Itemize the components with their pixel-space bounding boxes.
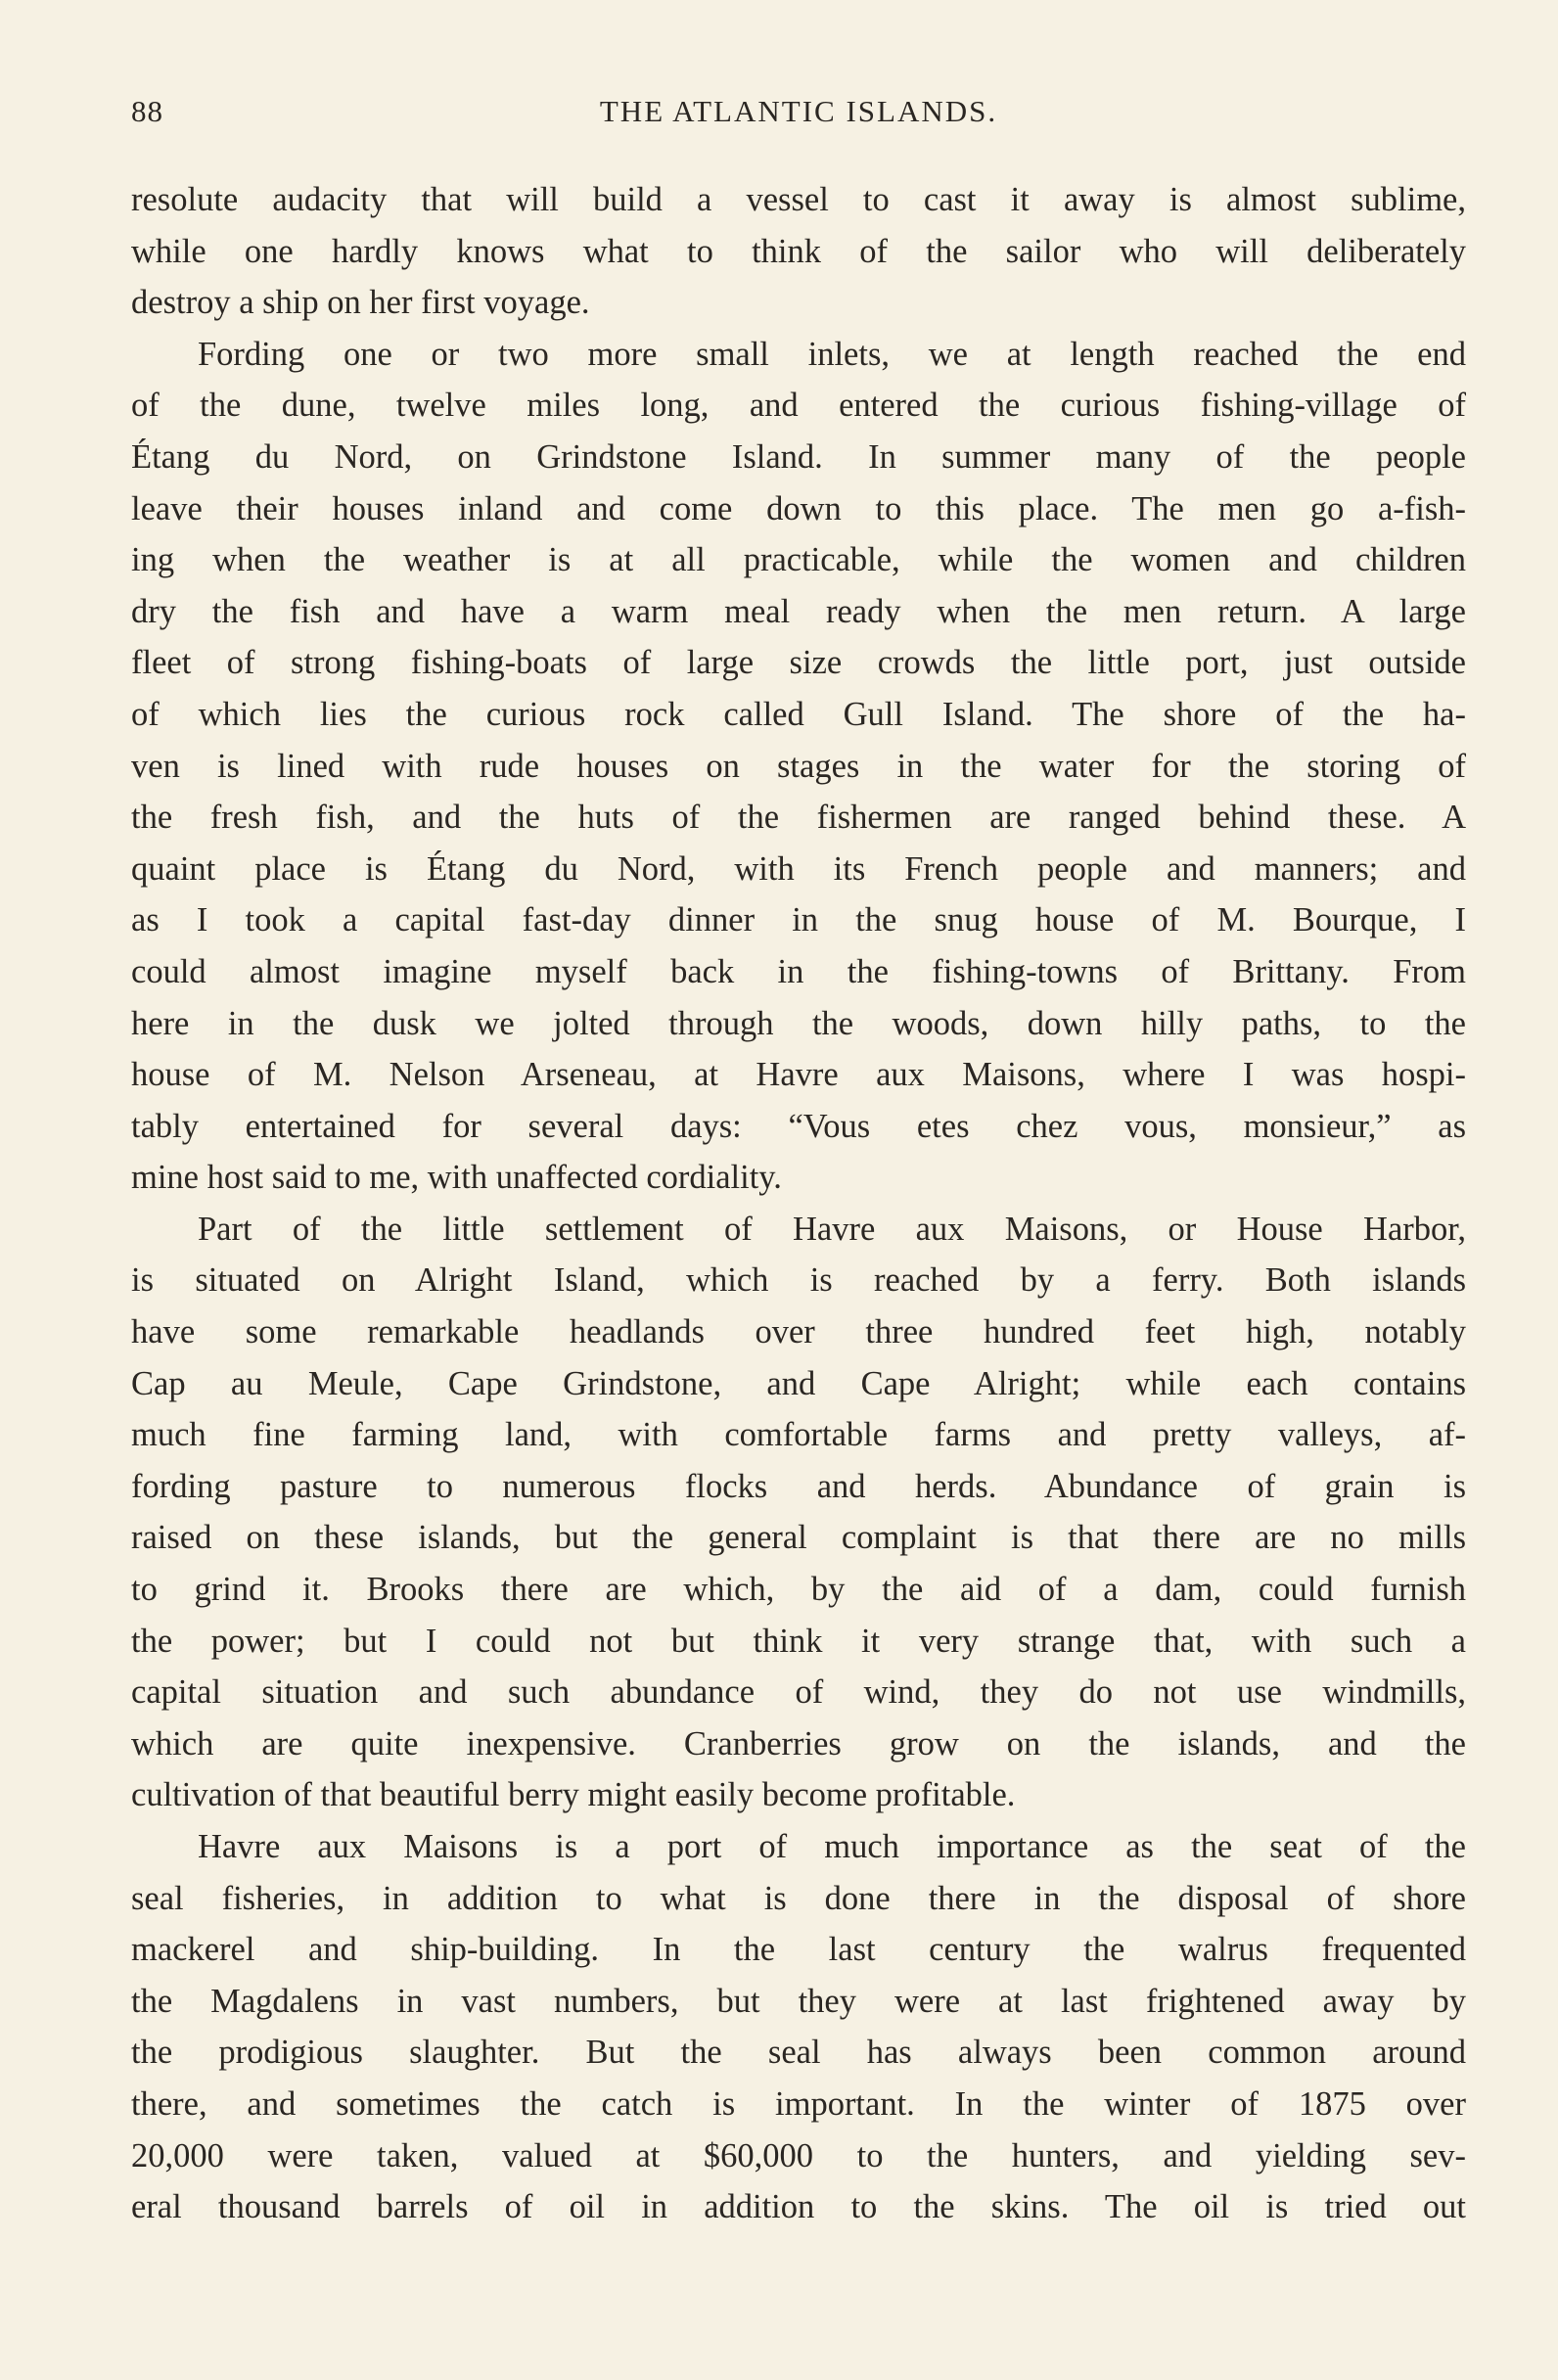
text-line: is situated on Alright Island, which is reached by a ferry. Both islands [131,1261,1466,1300]
text-line: which are quite inexpensive. Cranberries grow on the islands, and the [131,1724,1466,1762]
text-line: Étang du Nord, on Grindstone Island. In summer many of the people [131,437,1466,476]
text-line: the prodigious slaughter. But the seal has always been common around [131,2034,1466,2072]
text-line: ing when the weather is at all practicable, while the women and children [131,541,1466,579]
text-line: cultivation of that beautiful berry might easily become profitable. [131,1776,1016,1814]
text-line: quaint place is Étang du Nord, with its French people and manners; and [131,849,1466,888]
text-line: while one hardly knows what to think of the sailor who will deliberately [131,232,1466,270]
text-line: could almost imagine myself back in the fishing-towns of Brittany. From [131,952,1466,990]
text-line: Cap au Meule, Cape Grindstone, and Cape Alright; while each contains [131,1364,1466,1402]
text-line: seal fisheries, in addition to what is done there in the disposal of shore [131,1879,1466,1917]
running-title: THE ATLANTIC ISLANDS. [599,94,998,128]
text-line: Part of the little settlement of Havre aux Maisons, or House Harbor, [198,1210,1466,1248]
text-line: resolute audacity that will build a vessel to cast it away is almost sublime, [131,181,1466,218]
running-head [131,94,1466,143]
text-line: house of M. Nelson Arseneau, at Havre aux Maisons, where I was hospi- [131,1056,1466,1094]
text-line: eral thousand barrels of oil in addition to the skins. The oil is tried out [131,2188,1466,2226]
text-line: mackerel and ship-building. In the last century the walrus frequented [131,1931,1466,1969]
text-line: there, and sometimes the catch is important. In the winter of 1875 over [131,2084,1466,2123]
text-line: 20,000 were taken, valued at $60,000 to the hunters, and yielding sev- [131,2136,1466,2174]
text-line: tably entertained for several days: “Vous etes chez vous, monsieur,” as [131,1107,1466,1145]
text-line: to grind it. Brooks there are which, by the aid of a dam, could furnish [131,1571,1466,1609]
text-line: dry the fish and have a warm meal ready when the men return. A large [131,592,1466,630]
text-line: much fine farming land, with comfortable farms and pretty valleys, af- [131,1416,1466,1454]
text-line: leave their houses inland and come down to this place. The men go a-fish- [131,489,1466,527]
text-line: ven is lined with rude houses on stages in the water for the storing of [131,747,1466,785]
text-line: mine host said to me, with unaffected cordiality. [131,1159,782,1197]
text-line: here in the dusk we jolted through the woods, down hilly paths, to the [131,1004,1466,1042]
text-line: as I took a capital fast-day dinner in the snug house of M. Bourque, I [131,901,1466,939]
text-line: Fording one or two more small inlets, we at length reached the end [198,335,1466,373]
page-number: 88 [131,94,163,128]
text-line: raised on these islands, but the general complaint is that there are no mills [131,1519,1466,1557]
text-line: the power; but I could not but think it very strange that, with such a [131,1622,1466,1660]
body-text [131,174,1466,2233]
text-line: of which lies the curious rock called Gull Island. The shore of the ha- [131,695,1466,733]
text-line: fording pasture to numerous flocks and herds. Abundance of grain is [131,1467,1466,1505]
text-line: of the dune, twelve miles long, and entered the curious fishing-village of [131,387,1466,425]
text-line: capital situation and such abundance of wind, they do not use windmills, [131,1673,1466,1712]
text-line: Havre aux Maisons is a port of much importance as the seat of the [198,1828,1466,1865]
text-line: fleet of strong fishing-boats of large size crowds the little port, just outside [131,644,1466,682]
text-line: have some remarkable headlands over three hundred feet high, notably [131,1313,1466,1351]
text-line: destroy a ship on her first voyage. [131,284,590,322]
text-line: the fresh fish, and the huts of the fishermen are ranged behind these. A [131,799,1466,837]
text-line: the Magdalens in vast numbers, but they were at last frightened away by [131,1982,1466,2020]
